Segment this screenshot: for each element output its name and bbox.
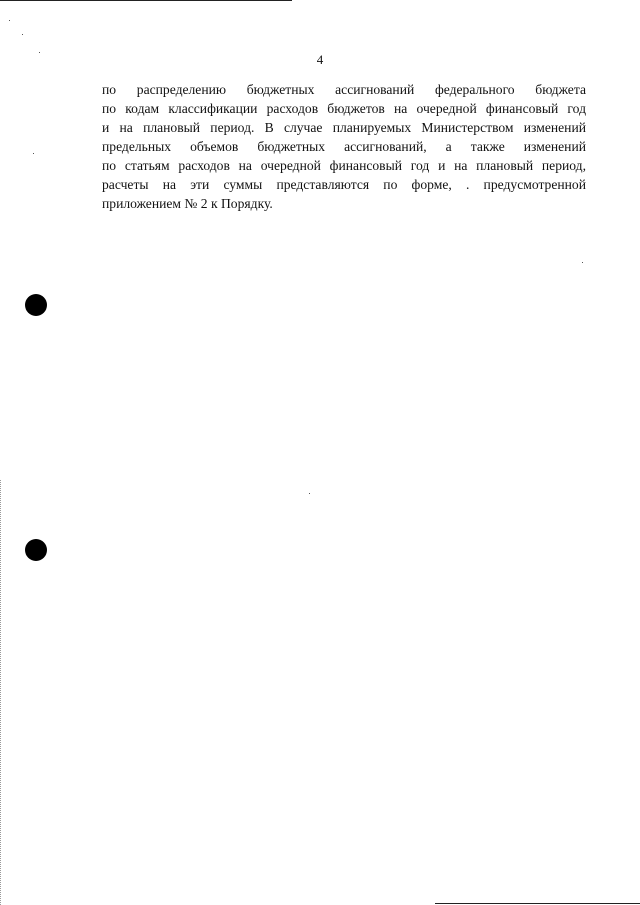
body-paragraph [102,80,586,213]
paragraph-line: и на плановый период. В случае планируемых Министерством изменений [102,120,586,135]
page-number: 4 [316,52,324,67]
scan-edge-line-bottom [435,903,640,904]
paragraph-line: по распределению бюджетных ассигнований федерального бюджета [102,82,586,97]
scan-speck [22,34,23,35]
scan-edge-line-top [0,0,292,1]
scan-left-edge [0,480,2,905]
punch-hole-bottom [25,539,47,561]
punch-hole-top [25,294,47,316]
paragraph-line: расчеты на эти суммы представляются по форме, . предусмотренной [102,177,586,192]
scan-speck [39,52,40,53]
paragraph-line: приложением № 2 к Порядку. [102,196,273,211]
scan-speck [582,262,583,263]
paragraph-line: по кодам классификации расходов бюджетов на очередной финансовый год [102,101,586,116]
scan-speck [9,20,10,21]
paragraph-line: предельных объемов бюджетных ассигнований, а также изменений [102,139,586,154]
scan-speck [33,153,34,154]
paragraph-line: по статьям расходов на очередной финансовый год и на плановый период, [102,158,586,173]
scan-speck [309,493,310,494]
